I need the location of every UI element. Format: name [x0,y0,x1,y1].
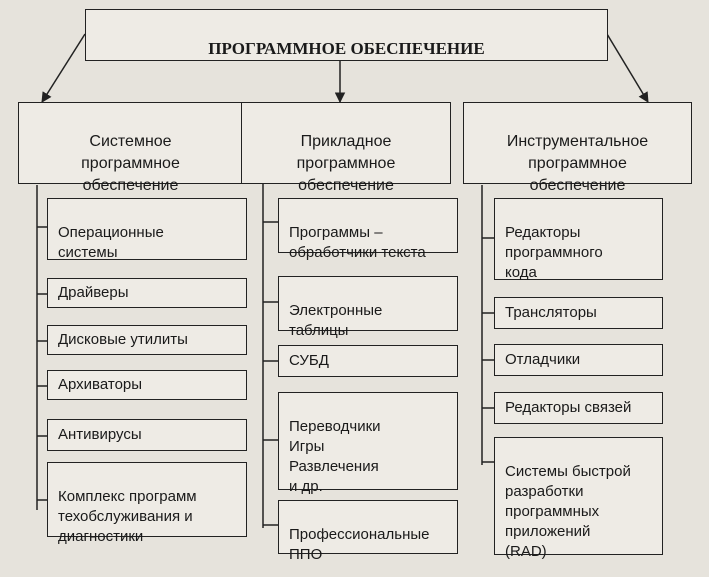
item-label: Профессиональные ППО [289,526,430,563]
item-label: Операционные системы [58,224,164,261]
item-label: Комплекс программ техобслуживания и диагностики [58,488,197,545]
system-item-os [47,198,247,260]
system-item-disk-utilities [47,325,247,355]
root-label: ПРОГРАММНОЕ ОБЕСПЕЧЕНИЕ [208,39,485,58]
item-label: СУБД [289,352,329,369]
arrow-root-to-system [42,34,85,102]
tool-item-debuggers [494,344,663,376]
item-label: Антивирусы [58,426,142,443]
item-label: Дисковые утилиты [58,331,188,348]
application-item-text-processors [278,198,458,261]
tool-item-translators [494,297,663,329]
system-item-maintenance [47,462,247,545]
application-item-professional [278,500,458,563]
item-label: Программы – обработчики текста [289,224,426,261]
item-label: Трансляторы [505,304,597,321]
arrow-root-to-tools [607,34,648,102]
system-item-antivirus [47,419,247,451]
application-item-spreadsheets [278,276,458,339]
item-label: Драйверы [58,284,129,301]
tool-item-rad [494,437,663,560]
item-label: Электронные таблицы [289,302,383,339]
item-label: Переводчики Игры Развлечения и др. [289,418,381,495]
category-label: Системное программное обеспечение [81,133,180,194]
tool-item-linkers [494,392,663,424]
item-label: Отладчики [505,351,581,368]
system-item-archivers [47,370,247,400]
category-label: Инструментальное программное обеспечение [506,133,649,194]
item-label: Редакторы программного кода [505,224,603,281]
tool-item-code-editors [494,198,663,280]
category-label: Прикладное программное обеспечение [296,133,396,194]
category-tools [463,102,692,194]
item-label: Архиваторы [58,376,143,393]
application-item-translators-games [278,392,458,495]
application-item-dbms [278,345,458,377]
category-application [241,102,451,194]
system-item-drivers [47,278,247,308]
item-label: Редакторы связей [505,399,632,416]
root-box [85,9,608,61]
category-system [18,102,243,194]
item-label: Системы быстрой разработки программных приложений (RAD) [505,463,631,560]
